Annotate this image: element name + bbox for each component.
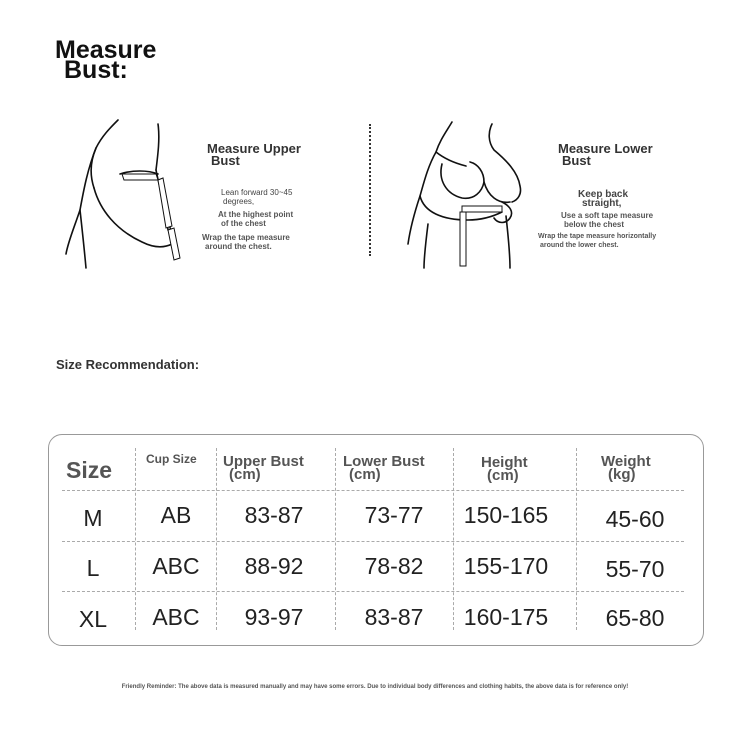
table-cell-size: M [83,505,103,531]
table-cell-weight: 65-80 [605,605,665,631]
table-cell-upper: 93-97 [244,604,304,630]
table-divider [135,448,136,630]
upper-note-3a: Wrap the tape measure [202,233,290,242]
table-cell-upper: 83-87 [244,502,304,528]
lower-note-1 [578,190,628,208]
title-line-2: Bust: [64,56,128,84]
section-divider [369,124,371,256]
table-cell-cup: AB [160,502,192,528]
lower-bust-illustration [402,120,534,270]
lower-note-3b: around the lower chest. [540,242,619,249]
lower-note-2b: below the chest [564,220,625,229]
table-divider [576,448,577,630]
table-cell-lower: 78-82 [364,553,424,579]
table-cell-size: L [86,555,100,581]
table-cell-cup: ABC [152,604,200,630]
upper-title-line-1: Measure Upper [207,141,301,156]
table-divider [62,490,684,491]
header-weight-label: Weight [601,453,651,470]
upper-note-2 [218,210,293,228]
lower-note-2 [561,211,653,229]
lower-note-2a: Use a soft tape measure [561,211,654,220]
upper-bust-illustration [62,118,192,270]
table-cell-weight: 45-60 [605,506,665,532]
table-divider [216,448,217,630]
table-divider [335,448,336,630]
upper-step-title [207,143,301,167]
table-cell-size: XL [78,606,108,632]
table-cell-height: 150-165 [463,502,549,528]
upper-note-1b: degrees, [223,197,255,206]
table-divider [62,591,684,592]
upper-note-1 [221,188,292,206]
header-lower-bust-unit: (cm) [349,466,381,483]
page-title [55,36,157,84]
upper-note-3 [202,233,290,251]
header-cup-size: Cup Size [146,452,197,466]
table-cell-lower: 83-87 [364,604,424,630]
header-upper-bust [223,455,304,481]
header-height-unit: (cm) [487,467,519,484]
header-height [481,456,528,482]
table-cell-lower: 73-77 [364,502,424,528]
lower-note-3 [538,232,656,250]
header-weight-unit: (kg) [608,466,636,483]
table-cell-weight: 55-70 [605,556,665,582]
upper-note-2b: of the chest [221,219,266,228]
upper-note-3b: around the chest. [205,242,272,251]
upper-title-line-2: Bust [211,153,240,168]
table-cell-height: 160-175 [463,604,549,630]
upper-note-2a: At the highest point [218,210,294,219]
header-upper-bust-label: Upper Bust [223,453,304,470]
header-size: Size [66,457,113,483]
header-lower-bust [343,455,425,481]
friendly-reminder: Friendly Reminder: The above data is measured manually and may have some errors. Due to individual body differences and clothing habits, the above data is for reference only! [121,684,629,690]
size-recommendation-heading: Size Recommendation: [56,357,200,372]
table-cell-height: 155-170 [463,553,549,579]
lower-note-1a: Keep back [578,189,629,200]
header-height-label: Height [481,454,528,471]
lower-note-3a: Wrap the tape measure horizontally [538,233,657,240]
table-divider [62,541,684,542]
table-divider [453,448,454,630]
lower-note-1b: straight, [582,198,622,209]
lower-step-title [558,143,653,167]
header-lower-bust-label: Lower Bust [343,453,425,470]
upper-note-1a: Lean forward 30~45 [221,188,293,197]
table-cell-upper: 88-92 [244,553,304,579]
lower-title-line-2: Bust [562,153,591,168]
title-line-1: Measure [55,36,157,64]
table-cell-cup: ABC [152,553,200,579]
header-upper-bust-unit: (cm) [229,466,261,483]
lower-title-line-1: Measure Lower [558,141,653,156]
header-weight [601,455,651,481]
